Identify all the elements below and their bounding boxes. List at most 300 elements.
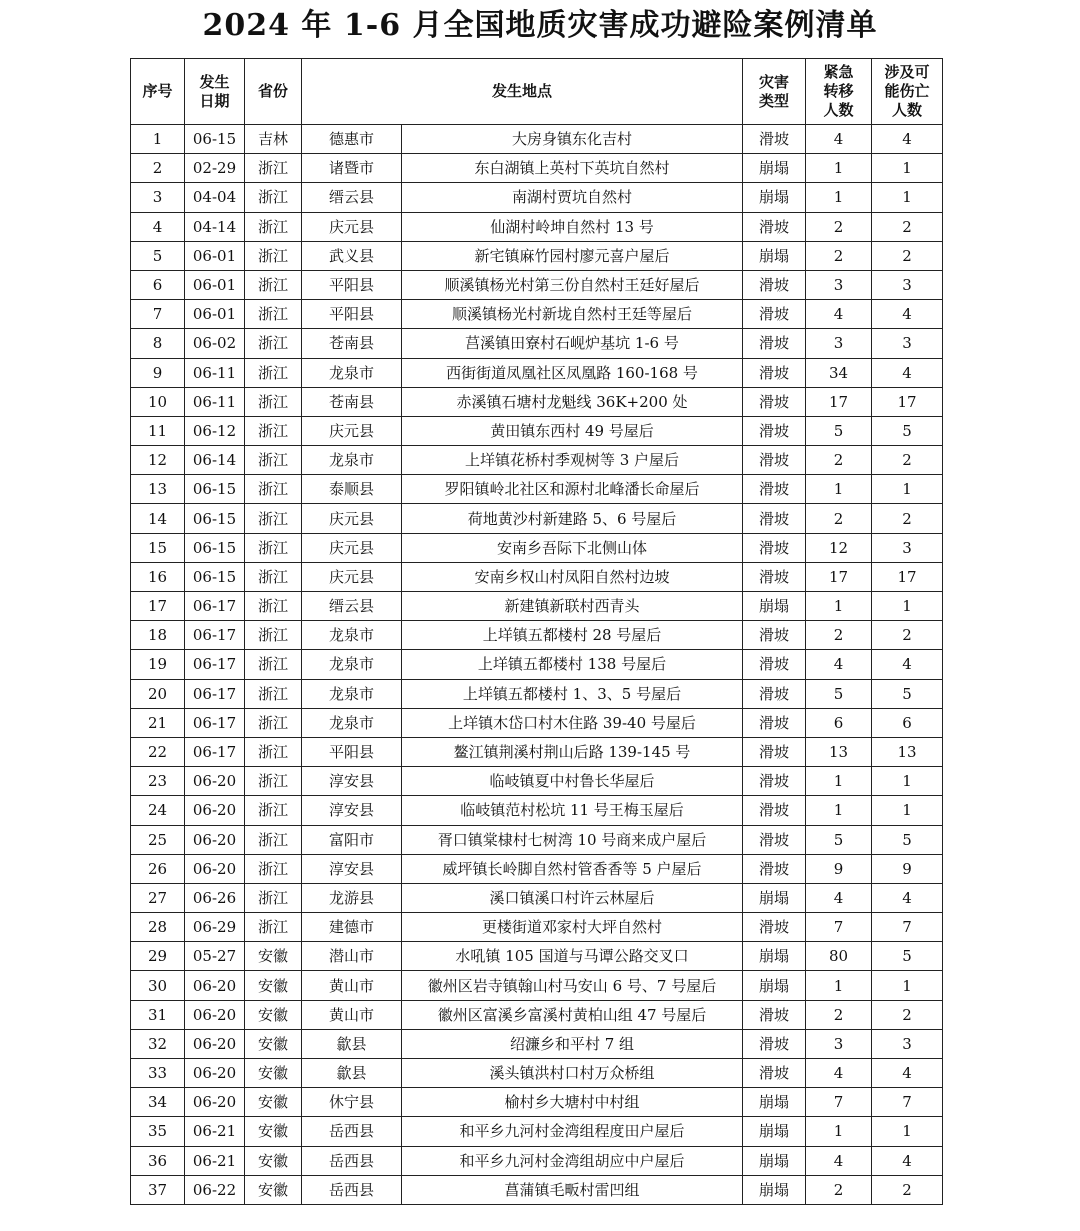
cell-seq: 20 (131, 679, 185, 708)
cell-date: 06-15 (185, 533, 245, 562)
cell-province: 浙江 (245, 446, 302, 475)
cell-evacuated: 4 (806, 883, 872, 912)
cell-seq: 11 (131, 416, 185, 445)
cell-type: 崩塌 (743, 1175, 806, 1204)
cell-evacuated: 2 (806, 1000, 872, 1029)
cell-affected: 13 (872, 737, 943, 766)
cell-affected: 2 (872, 241, 943, 270)
table-row (131, 154, 943, 183)
header-province: 省份 (245, 59, 302, 125)
cell-province: 安徽 (245, 1146, 302, 1175)
table-row (131, 562, 943, 591)
cell-county: 建德市 (302, 913, 402, 942)
cell-county: 岳西县 (302, 1175, 402, 1204)
cell-type: 崩塌 (743, 942, 806, 971)
cell-county: 歙县 (302, 1059, 402, 1088)
table-row (131, 329, 943, 358)
cell-seq: 4 (131, 212, 185, 241)
cell-type: 崩塌 (743, 183, 806, 212)
cell-place: 和平乡九河村金湾组胡应中户屋后 (402, 1146, 743, 1175)
cell-type: 滑坡 (743, 913, 806, 942)
cell-date: 06-17 (185, 708, 245, 737)
cell-evacuated: 3 (806, 329, 872, 358)
cell-seq: 13 (131, 475, 185, 504)
cell-province: 浙江 (245, 737, 302, 766)
cell-county: 休宁县 (302, 1088, 402, 1117)
cell-type: 崩塌 (743, 1088, 806, 1117)
cell-evacuated: 2 (806, 446, 872, 475)
cell-type: 滑坡 (743, 621, 806, 650)
cell-affected: 1 (872, 796, 943, 825)
cell-affected: 5 (872, 942, 943, 971)
cell-place: 黄田镇东西村 49 号屋后 (402, 416, 743, 445)
table-row (131, 679, 943, 708)
cell-seq: 5 (131, 241, 185, 270)
cell-county: 平阳县 (302, 737, 402, 766)
cell-evacuated: 17 (806, 562, 872, 591)
cell-evacuated: 1 (806, 475, 872, 504)
table-row (131, 796, 943, 825)
cell-county: 淳安县 (302, 767, 402, 796)
cell-province: 浙江 (245, 475, 302, 504)
cell-place: 荷地黄沙村新建路 5、6 号屋后 (402, 504, 743, 533)
cell-type: 滑坡 (743, 1000, 806, 1029)
cell-seq: 34 (131, 1088, 185, 1117)
cell-affected: 1 (872, 767, 943, 796)
cell-date: 06-15 (185, 475, 245, 504)
cell-affected: 4 (872, 125, 943, 154)
cell-province: 浙江 (245, 387, 302, 416)
cell-seq: 19 (131, 650, 185, 679)
cell-place: 溪头镇洪村口村万众桥组 (402, 1059, 743, 1088)
cell-place: 西街街道凤凰社区凤凰路 160-168 号 (402, 358, 743, 387)
cell-type: 滑坡 (743, 737, 806, 766)
cell-date: 06-14 (185, 446, 245, 475)
header-location: 发生地点 (302, 59, 743, 125)
cell-province: 安徽 (245, 1000, 302, 1029)
cell-province: 浙江 (245, 183, 302, 212)
cell-seq: 8 (131, 329, 185, 358)
cell-affected: 3 (872, 1029, 943, 1058)
table-row (131, 650, 943, 679)
cell-county: 龙泉市 (302, 621, 402, 650)
cell-date: 06-15 (185, 125, 245, 154)
table-row (131, 1175, 943, 1204)
cell-county: 龙泉市 (302, 679, 402, 708)
cell-affected: 4 (872, 1146, 943, 1175)
cell-evacuated: 9 (806, 854, 872, 883)
cell-evacuated: 80 (806, 942, 872, 971)
cell-province: 浙江 (245, 883, 302, 912)
table-row (131, 942, 943, 971)
cell-date: 06-17 (185, 621, 245, 650)
cell-date: 06-20 (185, 767, 245, 796)
cell-seq: 7 (131, 300, 185, 329)
cell-place: 临岐镇夏中村鲁长华屋后 (402, 767, 743, 796)
cell-seq: 26 (131, 854, 185, 883)
cell-county: 歙县 (302, 1029, 402, 1058)
cell-affected: 3 (872, 533, 943, 562)
header-affected: 涉及可能伤亡人数 (872, 59, 943, 125)
cell-province: 安徽 (245, 1059, 302, 1088)
cell-province: 浙江 (245, 621, 302, 650)
cell-province: 浙江 (245, 854, 302, 883)
cell-date: 06-20 (185, 1059, 245, 1088)
cell-date: 06-20 (185, 1000, 245, 1029)
cell-place: 安南乡吾际下北侧山体 (402, 533, 743, 562)
cell-place: 新宅镇麻竹园村廖元喜户屋后 (402, 241, 743, 270)
cell-province: 浙江 (245, 212, 302, 241)
cell-seq: 14 (131, 504, 185, 533)
cell-date: 06-01 (185, 241, 245, 270)
cell-date: 05-27 (185, 942, 245, 971)
cell-date: 06-12 (185, 416, 245, 445)
cell-province: 浙江 (245, 329, 302, 358)
table-row (131, 533, 943, 562)
cell-type: 滑坡 (743, 300, 806, 329)
cell-province: 浙江 (245, 767, 302, 796)
cell-affected: 2 (872, 504, 943, 533)
cell-county: 龙泉市 (302, 446, 402, 475)
cell-affected: 3 (872, 329, 943, 358)
cell-county: 德惠市 (302, 125, 402, 154)
cell-seq: 24 (131, 796, 185, 825)
cell-affected: 17 (872, 562, 943, 591)
cell-evacuated: 1 (806, 154, 872, 183)
cell-province: 浙江 (245, 533, 302, 562)
cell-type: 崩塌 (743, 1117, 806, 1146)
cell-type: 滑坡 (743, 767, 806, 796)
cell-place: 上垟镇五都楼村 28 号屋后 (402, 621, 743, 650)
cell-seq: 37 (131, 1175, 185, 1204)
cell-province: 浙江 (245, 241, 302, 270)
cell-affected: 5 (872, 416, 943, 445)
cell-affected: 1 (872, 971, 943, 1000)
cell-province: 安徽 (245, 971, 302, 1000)
table-row (131, 737, 943, 766)
table-row (131, 1117, 943, 1146)
cell-seq: 35 (131, 1117, 185, 1146)
cell-place: 上垟镇花桥村季观树等 3 户屋后 (402, 446, 743, 475)
cell-type: 滑坡 (743, 796, 806, 825)
cell-affected: 5 (872, 825, 943, 854)
table-row (131, 825, 943, 854)
cell-type: 滑坡 (743, 533, 806, 562)
cell-affected: 4 (872, 358, 943, 387)
cell-evacuated: 5 (806, 679, 872, 708)
cell-evacuated: 2 (806, 1175, 872, 1204)
cell-seq: 3 (131, 183, 185, 212)
cell-place: 南湖村贾坑自然村 (402, 183, 743, 212)
cell-evacuated: 4 (806, 125, 872, 154)
cell-type: 崩塌 (743, 971, 806, 1000)
cell-date: 06-17 (185, 679, 245, 708)
cell-type: 崩塌 (743, 1146, 806, 1175)
cell-date: 06-20 (185, 1029, 245, 1058)
table-row (131, 416, 943, 445)
cell-evacuated: 4 (806, 1146, 872, 1175)
cell-province: 浙江 (245, 825, 302, 854)
cell-seq: 25 (131, 825, 185, 854)
cell-province: 吉林 (245, 125, 302, 154)
cell-province: 浙江 (245, 562, 302, 591)
cell-affected: 7 (872, 1088, 943, 1117)
cell-type: 滑坡 (743, 387, 806, 416)
cell-seq: 18 (131, 621, 185, 650)
cell-evacuated: 2 (806, 621, 872, 650)
cell-date: 06-26 (185, 883, 245, 912)
cell-date: 06-29 (185, 913, 245, 942)
cell-type: 滑坡 (743, 825, 806, 854)
table-row (131, 1088, 943, 1117)
cell-type: 崩塌 (743, 883, 806, 912)
cell-evacuated: 1 (806, 796, 872, 825)
cell-type: 滑坡 (743, 1059, 806, 1088)
table-row (131, 1000, 943, 1029)
cell-type: 滑坡 (743, 708, 806, 737)
cell-evacuated: 7 (806, 913, 872, 942)
cell-type: 滑坡 (743, 358, 806, 387)
cell-place: 水吼镇 105 国道与马谭公路交叉口 (402, 942, 743, 971)
table-row (131, 125, 943, 154)
cell-seq: 27 (131, 883, 185, 912)
cell-type: 崩塌 (743, 154, 806, 183)
cell-place: 莒溪镇田寮村石岘炉基坑 1-6 号 (402, 329, 743, 358)
cell-province: 浙江 (245, 708, 302, 737)
cell-province: 浙江 (245, 592, 302, 621)
cell-date: 06-21 (185, 1146, 245, 1175)
cell-evacuated: 4 (806, 300, 872, 329)
cell-county: 龙泉市 (302, 358, 402, 387)
cell-evacuated: 1 (806, 1117, 872, 1146)
cell-evacuated: 5 (806, 825, 872, 854)
cell-county: 平阳县 (302, 270, 402, 299)
cell-evacuated: 5 (806, 416, 872, 445)
cell-province: 浙江 (245, 504, 302, 533)
cell-evacuated: 4 (806, 1059, 872, 1088)
cell-evacuated: 1 (806, 767, 872, 796)
cell-place: 顺溪镇杨光村第三份自然村王廷好屋后 (402, 270, 743, 299)
cell-province: 浙江 (245, 270, 302, 299)
cell-type: 崩塌 (743, 592, 806, 621)
cell-seq: 23 (131, 767, 185, 796)
cell-affected: 4 (872, 883, 943, 912)
cell-province: 浙江 (245, 679, 302, 708)
cell-county: 平阳县 (302, 300, 402, 329)
cell-affected: 1 (872, 154, 943, 183)
cell-affected: 2 (872, 1175, 943, 1204)
table-row (131, 913, 943, 942)
cell-place: 榆村乡大塘村中村组 (402, 1088, 743, 1117)
cell-evacuated: 1 (806, 592, 872, 621)
cell-affected: 2 (872, 446, 943, 475)
cell-type: 滑坡 (743, 416, 806, 445)
cell-county: 诸暨市 (302, 154, 402, 183)
cell-date: 06-01 (185, 270, 245, 299)
cell-seq: 1 (131, 125, 185, 154)
cell-affected: 4 (872, 1059, 943, 1088)
cell-seq: 30 (131, 971, 185, 1000)
cell-evacuated: 6 (806, 708, 872, 737)
table-row (131, 504, 943, 533)
cell-type: 滑坡 (743, 125, 806, 154)
cell-type: 滑坡 (743, 1029, 806, 1058)
cell-date: 06-20 (185, 971, 245, 1000)
table-body (131, 125, 943, 1205)
header-seq: 序号 (131, 59, 185, 125)
cell-evacuated: 34 (806, 358, 872, 387)
cell-place: 安南乡权山村凤阳自然村边坡 (402, 562, 743, 591)
cell-province: 安徽 (245, 1117, 302, 1146)
cell-affected: 1 (872, 183, 943, 212)
cell-seq: 33 (131, 1059, 185, 1088)
cell-county: 潜山市 (302, 942, 402, 971)
cell-date: 06-20 (185, 796, 245, 825)
cell-place: 新建镇新联村西青头 (402, 592, 743, 621)
cell-province: 安徽 (245, 1088, 302, 1117)
cell-date: 06-17 (185, 592, 245, 621)
cell-type: 滑坡 (743, 679, 806, 708)
table-row (131, 212, 943, 241)
header-evacuated: 紧急转移人数 (806, 59, 872, 125)
cell-evacuated: 17 (806, 387, 872, 416)
cell-affected: 1 (872, 475, 943, 504)
cell-type: 滑坡 (743, 212, 806, 241)
cell-province: 安徽 (245, 942, 302, 971)
cell-seq: 31 (131, 1000, 185, 1029)
case-table (130, 58, 943, 1205)
cell-county: 龙泉市 (302, 650, 402, 679)
cell-province: 安徽 (245, 1175, 302, 1204)
cell-date: 06-11 (185, 358, 245, 387)
cell-evacuated: 4 (806, 650, 872, 679)
cell-date: 06-20 (185, 854, 245, 883)
table-row (131, 475, 943, 504)
cell-place: 鳌江镇荆溪村荆山后路 139-145 号 (402, 737, 743, 766)
cell-county: 庆元县 (302, 533, 402, 562)
cell-date: 04-14 (185, 212, 245, 241)
cell-place: 大房身镇东化吉村 (402, 125, 743, 154)
table-row (131, 767, 943, 796)
table-row (131, 387, 943, 416)
cell-province: 安徽 (245, 1029, 302, 1058)
cell-date: 06-20 (185, 1088, 245, 1117)
cell-date: 06-20 (185, 825, 245, 854)
cell-type: 滑坡 (743, 475, 806, 504)
document-title: 2024 年 1-6 月全国地质灾害成功避险案例清单 (202, 8, 878, 43)
cell-place: 溪口镇溪口村许云林屋后 (402, 883, 743, 912)
table-row (131, 241, 943, 270)
table-row (131, 358, 943, 387)
cell-place: 更楼街道邓家村大坪自然村 (402, 913, 743, 942)
cell-place: 威坪镇长岭脚自然村管香香等 5 户屋后 (402, 854, 743, 883)
cell-seq: 15 (131, 533, 185, 562)
table-row (131, 883, 943, 912)
cell-evacuated: 13 (806, 737, 872, 766)
cell-seq: 21 (131, 708, 185, 737)
table-row (131, 446, 943, 475)
table-row (131, 592, 943, 621)
cell-affected: 7 (872, 913, 943, 942)
cell-seq: 10 (131, 387, 185, 416)
cell-place: 赤溪镇石塘村龙魁线 36K+200 处 (402, 387, 743, 416)
cell-evacuated: 2 (806, 504, 872, 533)
cell-type: 滑坡 (743, 562, 806, 591)
table-header (131, 59, 943, 125)
header-date: 发生日期 (185, 59, 245, 125)
cell-type: 滑坡 (743, 446, 806, 475)
cell-county: 淳安县 (302, 796, 402, 825)
cell-evacuated: 7 (806, 1088, 872, 1117)
table-row (131, 270, 943, 299)
cell-county: 岳西县 (302, 1117, 402, 1146)
cell-place: 仙湖村岭坤自然村 13 号 (402, 212, 743, 241)
cell-place: 徽州区富溪乡富溪村黄柏山组 47 号屋后 (402, 1000, 743, 1029)
cell-seq: 32 (131, 1029, 185, 1058)
table-row (131, 1059, 943, 1088)
cell-county: 缙云县 (302, 183, 402, 212)
cell-date: 06-01 (185, 300, 245, 329)
cell-affected: 9 (872, 854, 943, 883)
cell-place: 顺溪镇杨光村新垅自然村王廷等屋后 (402, 300, 743, 329)
cell-type: 滑坡 (743, 270, 806, 299)
cell-affected: 1 (872, 592, 943, 621)
header-type: 灾害类型 (743, 59, 806, 125)
cell-seq: 12 (131, 446, 185, 475)
cell-place: 菖蒲镇毛畈村雷凹组 (402, 1175, 743, 1204)
cell-county: 淳安县 (302, 854, 402, 883)
cell-seq: 29 (131, 942, 185, 971)
cell-type: 崩塌 (743, 241, 806, 270)
cell-province: 浙江 (245, 416, 302, 445)
cell-county: 龙泉市 (302, 708, 402, 737)
cell-county: 庆元县 (302, 212, 402, 241)
cell-date: 06-15 (185, 504, 245, 533)
cell-date: 04-04 (185, 183, 245, 212)
cell-seq: 22 (131, 737, 185, 766)
cell-county: 苍南县 (302, 329, 402, 358)
cell-evacuated: 2 (806, 241, 872, 270)
cell-seq: 28 (131, 913, 185, 942)
cell-affected: 4 (872, 650, 943, 679)
cell-seq: 17 (131, 592, 185, 621)
cell-affected: 17 (872, 387, 943, 416)
cell-affected: 2 (872, 212, 943, 241)
cell-province: 浙江 (245, 154, 302, 183)
cell-county: 苍南县 (302, 387, 402, 416)
table-row (131, 1029, 943, 1058)
cell-county: 缙云县 (302, 592, 402, 621)
table-row (131, 971, 943, 1000)
cell-date: 06-15 (185, 562, 245, 591)
cell-place: 临岐镇范村松坑 11 号王梅玉屋后 (402, 796, 743, 825)
cell-seq: 6 (131, 270, 185, 299)
cell-county: 岳西县 (302, 1146, 402, 1175)
cell-county: 富阳市 (302, 825, 402, 854)
cell-affected: 5 (872, 679, 943, 708)
cell-county: 庆元县 (302, 562, 402, 591)
header-row (131, 59, 943, 125)
cell-affected: 2 (872, 1000, 943, 1029)
cell-place: 胥口镇棠棣村七树湾 10 号商来成户屋后 (402, 825, 743, 854)
cell-province: 浙江 (245, 913, 302, 942)
cell-place: 上垟镇五都楼村 138 号屋后 (402, 650, 743, 679)
cell-date: 06-22 (185, 1175, 245, 1204)
cell-evacuated: 1 (806, 971, 872, 1000)
cell-date: 06-17 (185, 737, 245, 766)
table-row (131, 621, 943, 650)
cell-seq: 16 (131, 562, 185, 591)
